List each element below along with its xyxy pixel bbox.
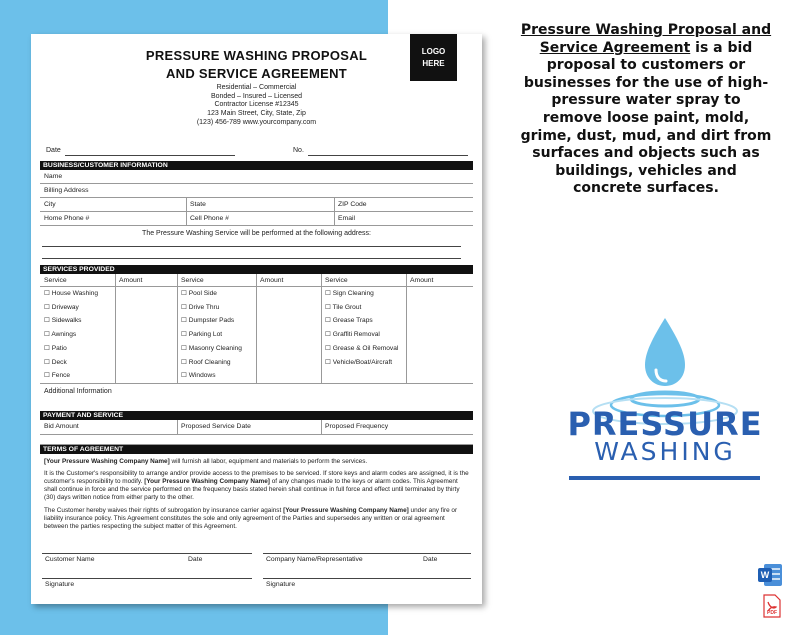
company-detail-line: Bonded – Insured – Licensed (210, 92, 303, 100)
billing-label: Billing Address (44, 187, 89, 194)
proposed-frequency-label: Proposed Frequency (325, 423, 389, 430)
terms-text: of any changes made to the keys or alarm codes. This Agreement shall continue in force and the service performed on the frequency basis stated herein shall continue in full force and effect until terminated by thirty (30) days written notice from either party to the other. (44, 478, 460, 501)
company-date-label: Date (423, 556, 438, 563)
divider (115, 287, 116, 383)
customer-signature-line[interactable] (42, 578, 252, 579)
terms-section-header: TERMS OF AGREEMENT (40, 445, 473, 454)
company-rep-label: Company Name/Representative (266, 556, 363, 563)
title-line-2: AND SERVICE AGREEMENT (165, 66, 348, 81)
company-detail-line: Residential – Commercial (216, 84, 297, 91)
logo-placeholder (410, 34, 457, 81)
services-header-row (40, 274, 473, 287)
business-section-header: BUSINESS/CUSTOMER INFORMATION (40, 161, 473, 170)
service-location-label: The Pressure Washing Service will be performed at the following address: (142, 230, 371, 237)
location-line-1[interactable] (42, 246, 461, 247)
city-label: City (44, 201, 56, 208)
payment-section-header: PAYMENT AND SERVICE (40, 411, 473, 420)
amount-header: Amount (119, 277, 143, 284)
service-house-washing[interactable]: ☐ House Washing (44, 290, 99, 297)
terms-text: will furnish all labor, equipment and materials to perform the services. (169, 458, 368, 465)
name-label: Name (44, 173, 63, 180)
company-rep-line[interactable] (263, 553, 471, 554)
state-label: State (190, 201, 206, 208)
location-line-2[interactable] (42, 258, 461, 259)
services-section-header: SERVICES PROVIDED (40, 265, 473, 274)
proposed-date-label: Proposed Service Date (181, 423, 251, 430)
service-patio[interactable]: ☐ Patio (44, 344, 67, 352)
service-windows[interactable]: ☐ Windows (181, 372, 216, 380)
service-roof-cleaning[interactable]: ☐ Roof Cleaning (181, 358, 231, 366)
service-deck[interactable]: ☐ Deck (44, 358, 67, 366)
customer-date-label: Date (188, 556, 203, 563)
date-underline[interactable] (65, 155, 235, 156)
amount-header: Amount (260, 277, 284, 284)
service-header: Service (44, 277, 67, 284)
service-tile-grout[interactable]: ☐ Tile Grout (325, 303, 362, 311)
billing-row[interactable] (40, 184, 473, 198)
logo-word-washing: WASHING (594, 437, 736, 466)
service-driveway[interactable]: ☐ Driveway (44, 303, 79, 311)
word-file-icon (757, 562, 783, 588)
company-signature-line[interactable] (263, 578, 471, 579)
logo-underline-bar (569, 476, 760, 480)
service-grease-traps[interactable]: ☐ Grease Traps (325, 317, 373, 325)
logo-line-1: LOGO (421, 46, 446, 56)
terms-text: It is the Customer's responsibility to arrange and/or provide access to the premises to be serviced. If store keys and alarm codes are assigned, it is the customer's responsibility to modify. (44, 470, 469, 485)
terms-paragraph-3 (44, 507, 469, 531)
city-row[interactable] (40, 198, 473, 212)
payment-blank-row[interactable] (40, 435, 473, 445)
promo-body: is a bid proposal to customers or businesses for the use of high-pressure water spray to remove loose paint, mold, grime, dust, mud, and dirt from surfaces and objects such as buildings, vehicles and concrete surfaces. (520, 39, 772, 197)
logo-word-pressure: PRESSURE (567, 405, 763, 443)
customer-name-line[interactable] (42, 553, 252, 554)
company-name-placeholder: [Your Pressure Washing Company Name] (44, 458, 170, 465)
service-header: Service (181, 277, 204, 284)
service-sign-cleaning[interactable]: ☐ Sign Cleaning (325, 290, 374, 297)
company-signature-label: Signature (266, 581, 296, 588)
company-detail-line: 123 Main Street, City, State, Zip (207, 110, 306, 118)
number-label: No. (293, 147, 304, 154)
terms-text: under any fire or liability insurance policy. This Agreement constitutes the sole and only agreement of the Parties and supersedes any written or oral agreement between the parties respecting the subject matter of this Agreement. (44, 507, 458, 530)
amount-header: Amount (410, 277, 434, 284)
company-detail-line: (123) 456-789 www.yourcompany.com (196, 118, 317, 126)
service-dumpster-pads[interactable]: ☐ Dumpster Pads (181, 317, 235, 325)
additional-info-label: Additional Information (44, 388, 112, 395)
logo-line-2: HERE (422, 58, 445, 68)
word-letter: W (760, 570, 770, 580)
service-pool-side[interactable]: ☐ Pool Side (181, 290, 217, 297)
divider (40, 383, 473, 384)
service-parking-lot[interactable]: ☐ Parking Lot (181, 331, 223, 339)
service-grease-oil-removal[interactable]: ☐ Grease & Oil Removal (325, 344, 399, 352)
document-title (94, 47, 419, 83)
customer-name-label: Customer Name (45, 556, 95, 563)
date-label: Date (46, 147, 61, 154)
customer-signature-label: Signature (45, 581, 75, 588)
service-drive-thru[interactable]: ☐ Drive Thru (181, 303, 220, 311)
pdf-label: PDF (767, 610, 777, 616)
phone-row[interactable] (40, 212, 473, 226)
company-name-placeholder: [Your Pressure Washing Company Name] (283, 507, 409, 514)
promo-heading: Pressure Washing Proposal and Service Agreement (520, 22, 772, 56)
service-sidewalks[interactable]: ☐ Sidewalks (44, 317, 82, 325)
bid-amount-label: Bid Amount (44, 423, 79, 430)
zip-label: ZIP Code (338, 201, 367, 208)
document-preview (31, 34, 482, 604)
company-name-placeholder: [Your Pressure Washing Company Name] (144, 478, 270, 485)
terms-text: The Customer hereby waives their rights of subrogation by insurance carrier against (44, 507, 284, 514)
terms-paragraph-2 (44, 470, 469, 502)
service-fence[interactable]: ☐ Fence (44, 372, 71, 380)
terms-paragraph-1 (44, 458, 469, 466)
payment-row[interactable] (40, 420, 473, 435)
company-detail-line: Contractor License #12345 (214, 101, 299, 109)
service-masonry-cleaning[interactable]: ☐ Masonry Cleaning (181, 344, 242, 352)
service-graffiti-removal[interactable]: ☐ Graffiti Removal (325, 331, 380, 339)
company-details (124, 84, 389, 128)
cell-phone-label: Cell Phone # (190, 215, 229, 222)
number-underline[interactable] (308, 155, 468, 156)
divider (256, 287, 257, 383)
home-phone-label: Home Phone # (44, 215, 90, 222)
name-row[interactable] (40, 170, 473, 184)
pdf-file-icon (762, 594, 782, 618)
title-line-1: PRESSURE WASHING PROPOSAL (145, 48, 368, 63)
service-awnings[interactable]: ☐ Awnings (44, 331, 77, 339)
promo-description (520, 22, 772, 198)
service-vehicle-boat-aircraft[interactable]: ☐ Vehicle/Boat/Aircraft (325, 358, 393, 366)
services-grid (40, 287, 473, 383)
divider (406, 287, 407, 383)
email-label: Email (338, 215, 355, 222)
service-header: Service (325, 277, 348, 284)
